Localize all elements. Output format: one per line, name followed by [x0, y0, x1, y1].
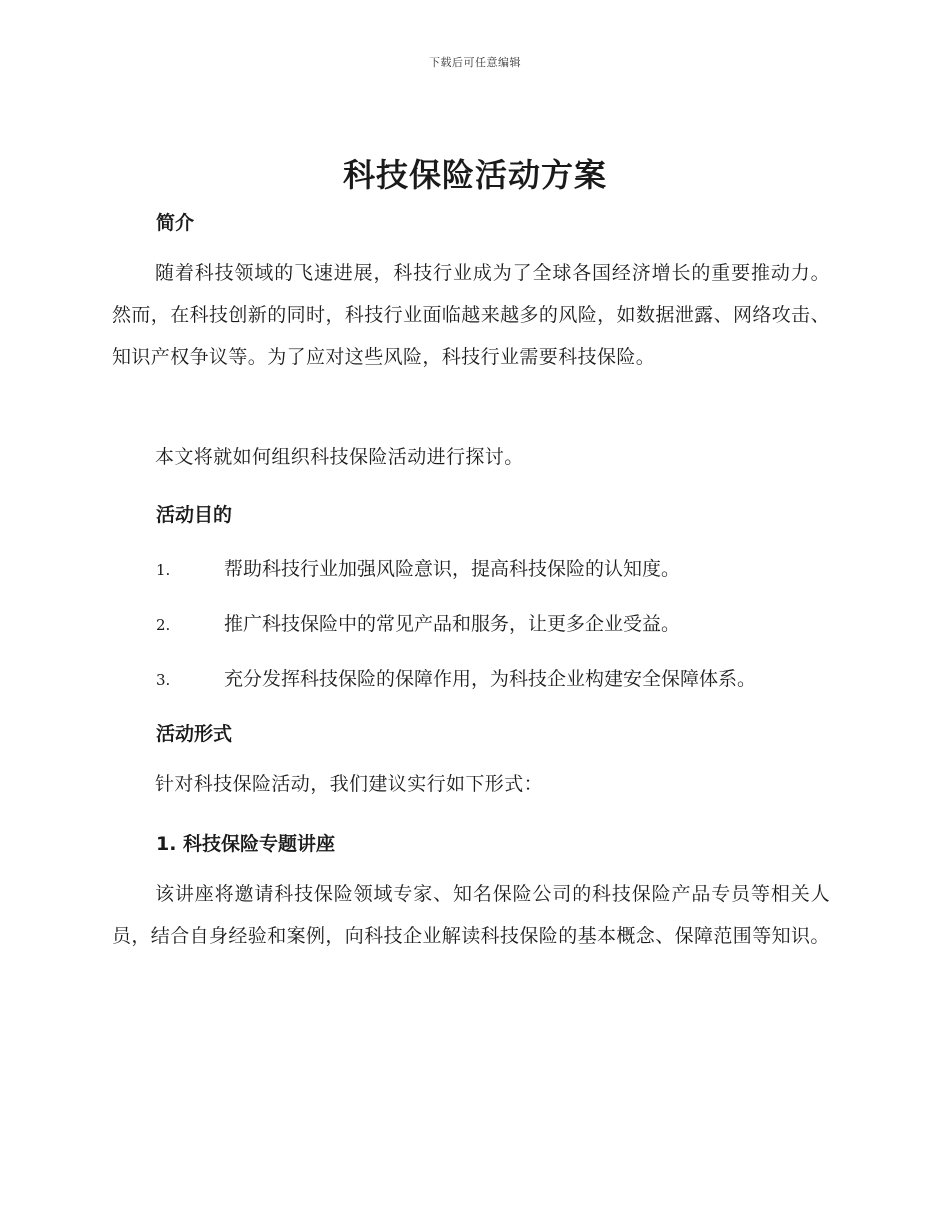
lecture-paragraph: 该讲座将邀请科技保险领域专家、知名保险公司的科技保险产品专员等相关人员，结合自身经验和案例，向科技企业解读科技保险的基本概念、保障范围等知识。 — [112, 883, 830, 947]
purpose-heading: 活动目的 — [156, 504, 233, 526]
purpose-list-item — [156, 554, 856, 581]
intro-paragraph: 随着科技领域的飞速进展，科技行业成为了全球各国经济增长的重要推动力。然而，在科技创新的同时，科技行业面临越来越多的风险，如数据泄露、网络攻击、知识产权争议等。为了应对这些风险，科技行业需要科技保险。 — [112, 262, 830, 368]
lecture-heading: 1. 科技保险专题讲座 — [156, 833, 336, 855]
format-heading: 活动形式 — [156, 723, 233, 745]
list-text: 帮助科技行业加强风险意识，提高科技保险的认知度。 — [224, 558, 681, 580]
intro-paragraph-2: 本文将就如何组织科技保险活动进行探讨。 — [155, 446, 524, 468]
document-title: 科技保险活动方案 — [342, 156, 607, 194]
purpose-list-item — [156, 664, 856, 691]
purpose-list-item — [156, 609, 856, 636]
list-number: 3. — [156, 671, 171, 689]
header-note: 下载后可任意编辑 — [429, 56, 521, 69]
list-number: 1. — [156, 561, 171, 579]
list-number: 2. — [156, 616, 171, 634]
list-text: 推广科技保险中的常见产品和服务，让更多企业受益。 — [224, 613, 681, 635]
list-text: 充分发挥科技保险的保障作用，为科技企业构建安全保障体系。 — [224, 668, 757, 690]
format-intro-paragraph: 针对科技保险活动，我们建议实行如下形式： — [155, 773, 544, 795]
intro-heading: 简介 — [156, 212, 195, 234]
